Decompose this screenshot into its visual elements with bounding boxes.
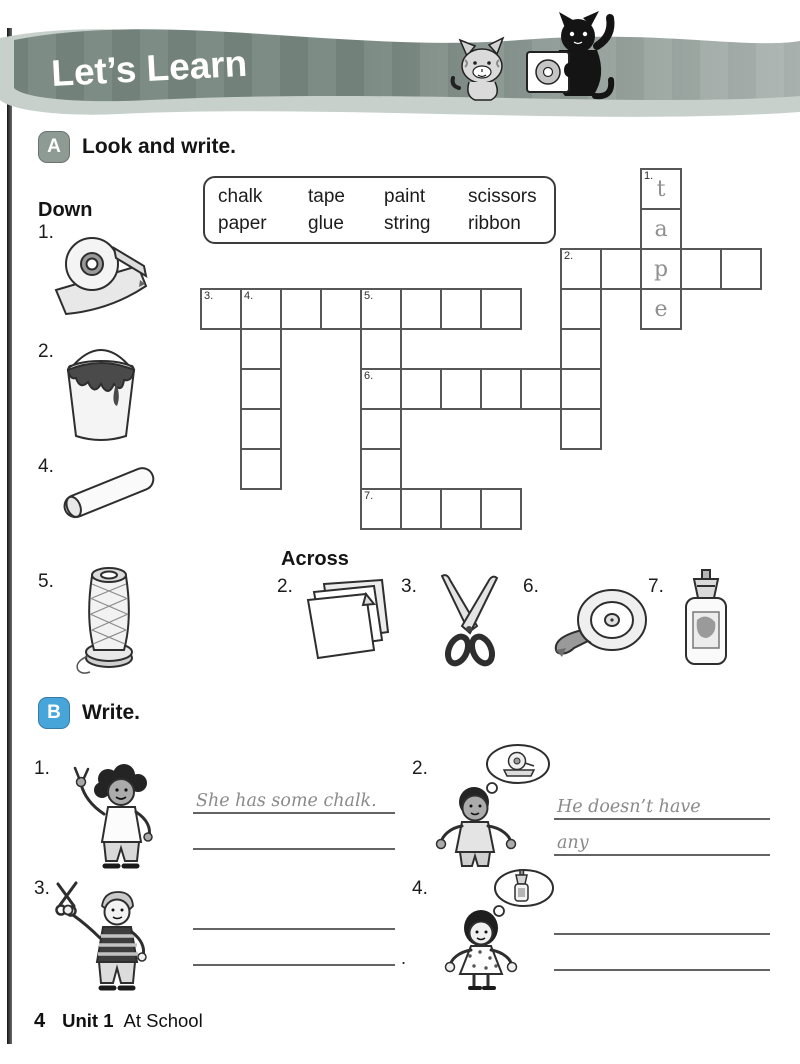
word-bank — [203, 176, 556, 244]
crossword-number: 1. — [644, 170, 654, 182]
answer-line[interactable] — [193, 898, 395, 930]
string-spool-icon — [72, 558, 148, 680]
word-bank-word: ribbon — [468, 213, 521, 234]
section-b-header — [38, 697, 140, 729]
crossword-cell[interactable] — [720, 248, 762, 290]
down-item-number: 1. — [38, 222, 54, 243]
header-banner — [0, 0, 800, 128]
write-item-number: 1. — [34, 758, 50, 779]
paper-icon — [300, 574, 396, 666]
girl-peace-illustration — [48, 762, 193, 874]
answer-line[interactable] — [554, 939, 770, 971]
crossword-cell[interactable] — [520, 368, 562, 410]
down-item-number: 5. — [38, 571, 54, 592]
crossword-cell[interactable] — [480, 488, 522, 530]
down-label: Down — [38, 199, 93, 221]
crossword-cell[interactable] — [480, 288, 522, 330]
cats-illustration — [453, 11, 612, 100]
crossword-cell[interactable] — [240, 448, 282, 490]
word-bank-word: chalk — [218, 186, 263, 207]
girl-thinking-of-glue-illustration — [436, 866, 561, 996]
scissors-icon — [424, 570, 516, 670]
across-item-number: 7. — [648, 576, 664, 597]
crossword-cell[interactable] — [320, 288, 362, 330]
crossword-cell[interactable] — [400, 368, 442, 410]
boy-thinking-of-tape-illustration — [430, 740, 555, 872]
section-b-title: Write. — [82, 701, 140, 724]
page-number: 4 — [34, 1010, 46, 1032]
section-a-title: Look and write. — [82, 135, 237, 158]
crossword-cell[interactable] — [400, 288, 442, 330]
crossword-cell[interactable] — [600, 248, 642, 290]
crossword-number: 7. — [364, 490, 374, 502]
unit-label: Unit 1 — [62, 1010, 114, 1031]
word-bank-word: scissors — [468, 186, 537, 207]
unit-title: At School — [123, 1010, 203, 1031]
crossword-cell[interactable] — [560, 408, 602, 450]
crossword-cell[interactable] — [440, 368, 482, 410]
write-item-number: 4. — [412, 878, 428, 899]
crossword-cell[interactable] — [440, 488, 482, 530]
crossword-cell[interactable] — [240, 368, 282, 410]
answer-line[interactable] — [554, 824, 770, 856]
crossword-cell[interactable] — [360, 448, 402, 490]
answer-line[interactable] — [554, 788, 770, 820]
handwritten-answer: She has some chalk. — [196, 791, 377, 811]
crossword-letter: a — [654, 216, 668, 242]
answer-line[interactable] — [193, 782, 395, 814]
crossword-number: 4. — [244, 290, 254, 302]
answer-line[interactable] — [193, 818, 395, 850]
crossword-cell[interactable] — [480, 368, 522, 410]
write-item-number: 2. — [412, 758, 428, 779]
word-bank-word: paper — [218, 213, 267, 234]
across-item-number: 2. — [277, 576, 293, 597]
crossword-cell[interactable] — [440, 288, 482, 330]
crossword-cell[interactable] — [400, 488, 442, 530]
across-label: Across — [281, 548, 349, 570]
word-bank-word: paint — [384, 186, 426, 207]
banner-title: Let’s Learn — [50, 42, 249, 94]
tape-dispenser-icon — [50, 228, 152, 326]
crossword-letter: e — [654, 296, 668, 322]
handwritten-answer: any — [557, 833, 589, 853]
answer-line[interactable] — [193, 934, 406, 968]
chalk-icon — [50, 452, 168, 534]
crossword-cell[interactable] — [560, 368, 602, 410]
crossword-number: 5. — [364, 290, 374, 302]
crossword-letter: p — [653, 256, 669, 282]
crossword-number: 2. — [564, 250, 574, 262]
word-bank-word: string — [384, 213, 431, 234]
crossword-letter: t — [656, 176, 666, 202]
across-item-number: 3. — [401, 576, 417, 597]
down-item-number: 2. — [38, 341, 54, 362]
down-item-number: 4. — [38, 456, 54, 477]
crossword-number: 6. — [364, 370, 374, 382]
crossword-cell[interactable] — [360, 408, 402, 450]
section-a-badge: A — [38, 131, 70, 163]
crossword-number: 3. — [204, 290, 214, 302]
crossword-cell[interactable] — [240, 408, 282, 450]
crossword-cell[interactable] — [240, 328, 282, 370]
ribbon-icon — [548, 582, 654, 662]
crossword-cell[interactable] — [280, 288, 322, 330]
handwritten-answer: He doesn’t have — [557, 797, 701, 817]
line-end-mark: . — [400, 948, 406, 968]
crossword-cell[interactable] — [560, 288, 602, 330]
crossword-cell[interactable] — [560, 328, 602, 370]
page-footer — [34, 1010, 203, 1033]
boy-holding-scissors-illustration — [46, 880, 186, 998]
crossword-cell[interactable] — [360, 328, 402, 370]
answer-line[interactable] — [554, 903, 770, 935]
section-b-badge: B — [38, 697, 70, 729]
word-bank-word: glue — [308, 213, 344, 234]
page-edge-shadow — [7, 28, 12, 1044]
section-a-header — [38, 131, 236, 163]
write-item-number: 3. — [34, 878, 50, 899]
word-bank-word: tape — [308, 186, 345, 207]
crossword-cell[interactable] — [680, 248, 722, 290]
paint-bucket-icon — [56, 338, 148, 450]
glue-bottle-icon — [676, 568, 736, 672]
across-item-number: 6. — [523, 576, 539, 597]
